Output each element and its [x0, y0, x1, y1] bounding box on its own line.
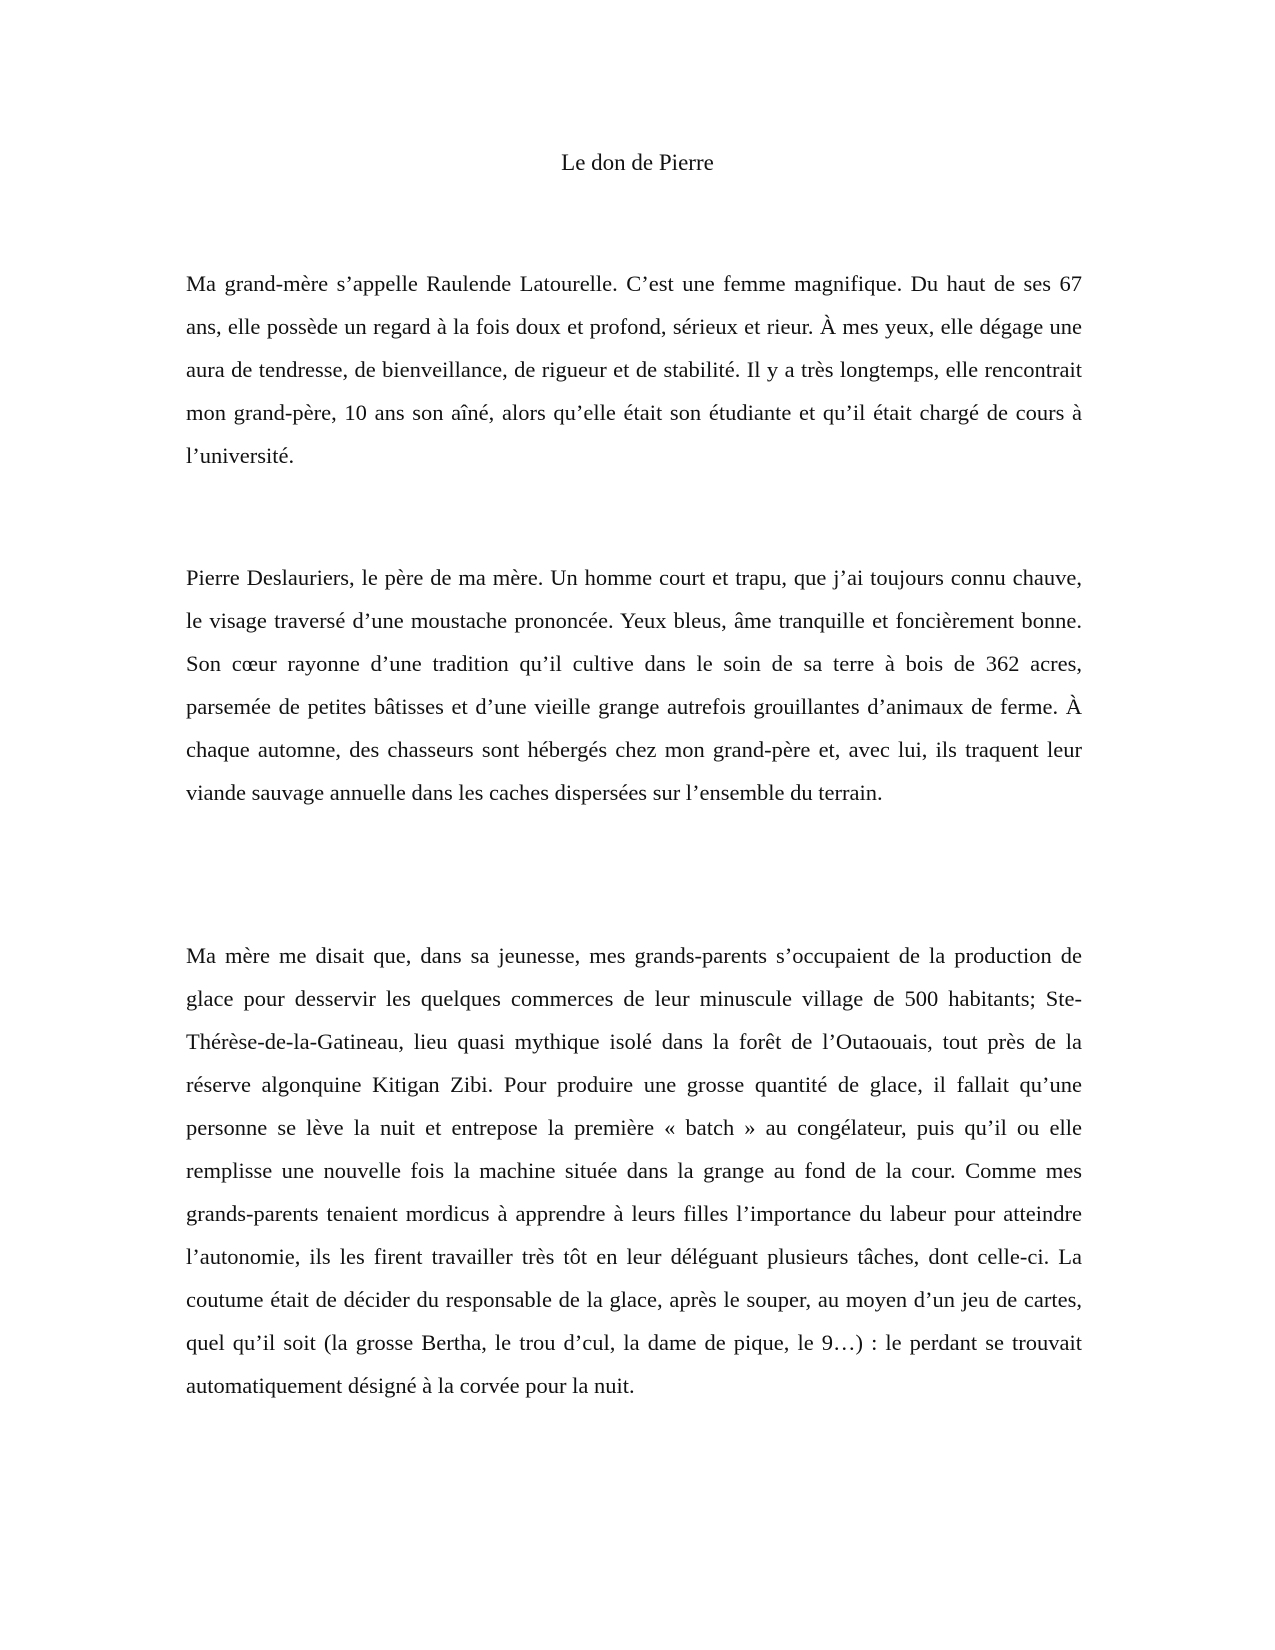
paragraph-ice-production: Ma mère me disait que, dans sa jeunesse, mes grands-parents s’occupaient de la production de glace pour desservir les quelques commerces de leur minuscule village de 500 habitants; Ste-Thérèse-de-la-Gatineau, lieu quasi mythique isolé dans la forêt de l’Outaouais, tout près de la réserve algonquine Kitigan Zibi. Pour produire une grosse quantité de glace, il fallait qu’une personne se lève la nuit et entrepose la première « batch » au congélateur, puis qu’il ou elle remplisse une nouvelle fois la machine située dans la grange au fond de la cour. Comme mes grands-parents tenaient mordicus à apprendre à leurs filles l’importance du labeur pour atteindre l’autonomie, ils les firent travailler très tôt en leur déléguant plusieurs tâches, dont celle-ci. La coutume était de décider du responsable de la glace, après le souper, au moyen d’un jeu de cartes, quel qu’il soit (la grosse Bertha, le trou d’cul, la dame de pique, le 9…) : le perdant se trouvait automatiquement désigné à la corvée pour la nuit. [186, 943, 1082, 1398]
paragraph-grandfather: Pierre Deslauriers, le père de ma mère. Un homme court et trapu, que j’ai toujours connu chauve, le visage traversé d’une moustache prononcée. Yeux bleus, âme tranquille et foncièrement bonne. Son cœur rayonne d’une tradition qu’il cultive dans le soin de sa terre à bois de 362 acres, parsemée de petites bâtisses et d’une vieille grange autrefois grouillantes d’animaux de ferme. À chaque automne, des chasseurs sont hébergés chez mon grand-père et, avec lui, ils traquent leur viande sauvage annuelle dans les caches dispersées sur l’ensemble du terrain. [186, 565, 1082, 805]
document-title: Le don de Pierre [561, 150, 714, 175]
paragraph-grandmother: Ma grand-mère s’appelle Raulende Latourelle. C’est une femme magnifique. Du haut de ses 67 ans, elle possède un regard à la fois doux et profond, sérieux et rieur. À mes yeux, elle dégage une aura de tendresse, de bienveillance, de rigueur et de stabilité. Il y a très longtemps, elle rencontrait mon grand-père, 10 ans son aîné, alors qu’elle était son étudiante et qu’il était chargé de cours à l’université. [186, 271, 1082, 468]
